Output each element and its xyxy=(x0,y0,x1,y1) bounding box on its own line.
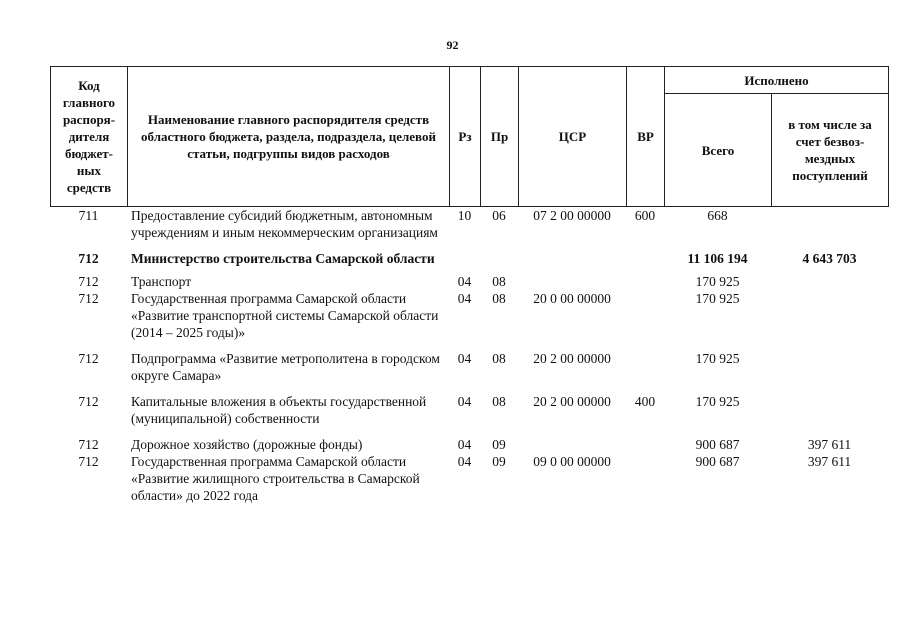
cell-name: Капитальные вложения в объекты государственной (муниципальной) собственности xyxy=(131,394,427,426)
cell-vr xyxy=(626,436,664,453)
table-row xyxy=(50,436,888,453)
header-executed: Исполнено xyxy=(665,67,889,94)
cell-csr xyxy=(518,250,626,273)
cell-vr: 400 xyxy=(634,394,656,409)
table-row xyxy=(50,350,888,393)
cell-name: Министерство строительства Самарской области xyxy=(131,251,435,266)
cell-free xyxy=(771,393,888,436)
cell-code: 711 xyxy=(78,208,99,223)
cell-csr: 09 0 00 00000 xyxy=(533,454,611,469)
cell-csr: 20 0 00 00000 xyxy=(533,291,611,306)
cell-rz: 04 xyxy=(457,274,472,289)
cell-code: 712 xyxy=(78,394,99,409)
cell-pr: 08 xyxy=(492,291,506,306)
header-name: Наименование главного распорядителя средств областного бюджета, раздела, подраздела, целевой статьи, подгруппы видов расходов xyxy=(128,67,450,207)
cell-pr xyxy=(480,250,518,273)
cell-free: 4 643 703 xyxy=(802,251,857,266)
table-row xyxy=(50,290,888,350)
cell-csr: 20 2 00 00000 xyxy=(533,351,611,366)
cell-csr: 20 2 00 00000 xyxy=(533,394,611,409)
cell-total: 900 687 xyxy=(695,437,740,452)
cell-pr: 08 xyxy=(492,274,506,289)
cell-rz: 10 xyxy=(457,208,472,223)
cell-vr xyxy=(626,290,664,350)
budget-table xyxy=(50,207,888,504)
cell-vr xyxy=(626,350,664,393)
cell-total: 170 925 xyxy=(695,274,740,289)
cell-total: 900 687 xyxy=(695,454,740,469)
cell-name: Подпрограмма «Развитие метрополитена в городском округе Самара» xyxy=(131,351,440,383)
cell-vr: 600 xyxy=(634,208,656,223)
cell-rz: 04 xyxy=(457,437,472,452)
header-code: Код главного распоря-дителя бюджет-ных средств xyxy=(51,67,128,207)
cell-free xyxy=(771,207,888,250)
header-free: в том числе за счет безвоз-мездных поступлений xyxy=(772,94,889,207)
cell-rz xyxy=(449,250,480,273)
table-row xyxy=(50,207,888,250)
cell-total: 170 925 xyxy=(695,291,740,306)
header-total: Всего xyxy=(665,94,772,207)
cell-code: 712 xyxy=(78,291,99,306)
cell-pr: 09 xyxy=(492,437,506,452)
cell-code: 712 xyxy=(78,274,99,289)
cell-total: 170 925 xyxy=(695,351,740,366)
cell-total: 170 925 xyxy=(695,394,740,409)
cell-code: 712 xyxy=(78,454,99,469)
cell-free: 397 611 xyxy=(807,437,852,452)
cell-rz: 04 xyxy=(457,454,472,469)
cell-name: Транспорт xyxy=(131,274,192,289)
cell-free: 397 611 xyxy=(807,454,852,469)
cell-rz: 04 xyxy=(457,291,472,306)
cell-code: 712 xyxy=(78,351,99,366)
cell-total: 668 xyxy=(707,208,728,223)
page-number: 92 xyxy=(446,38,459,52)
cell-rz: 04 xyxy=(457,351,472,366)
cell-vr xyxy=(626,250,664,273)
cell-name: Государственная программа Самарской области «Развитие жилищного строительства в Самарской области» до 2022 года xyxy=(131,454,420,503)
cell-rz: 04 xyxy=(457,394,472,409)
cell-total: 11 106 194 xyxy=(687,251,748,266)
table-row xyxy=(50,273,888,290)
header-vr: ВР xyxy=(627,67,665,207)
cell-pr: 09 xyxy=(492,454,506,469)
cell-free xyxy=(771,350,888,393)
cell-code: 712 xyxy=(78,437,99,452)
cell-csr xyxy=(518,273,626,290)
cell-pr: 08 xyxy=(492,351,506,366)
cell-pr: 08 xyxy=(492,394,506,409)
table-header xyxy=(50,66,889,207)
cell-csr xyxy=(518,436,626,453)
header-pr: Пр xyxy=(481,67,519,207)
cell-pr: 06 xyxy=(492,208,506,223)
table-row xyxy=(50,453,888,504)
cell-name: Государственная программа Самарской области «Развитие транспортной системы Самарской области (2014 – 2025 годы)» xyxy=(131,291,439,340)
cell-vr xyxy=(626,453,664,504)
cell-csr: 07 2 00 00000 xyxy=(533,208,611,223)
header-csr: ЦСР xyxy=(519,67,627,207)
cell-free xyxy=(771,290,888,350)
header-rz: Рз xyxy=(450,67,481,207)
cell-name: Предоставление субсидий бюджетным, автономным учреждениям и иным некоммерческим организациям xyxy=(131,208,438,240)
table-row xyxy=(50,250,888,273)
cell-code: 712 xyxy=(78,251,99,266)
table-row xyxy=(50,393,888,436)
cell-vr xyxy=(626,273,664,290)
cell-name: Дорожное хозяйство (дорожные фонды) xyxy=(131,437,363,452)
cell-free xyxy=(771,273,888,290)
